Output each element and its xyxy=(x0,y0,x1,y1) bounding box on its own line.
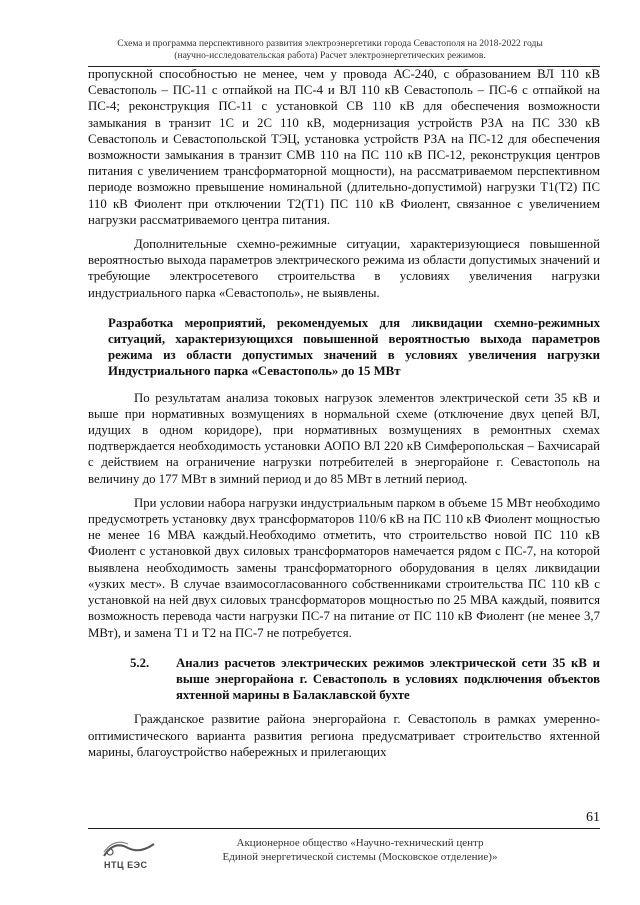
running-footer xyxy=(170,836,550,864)
footer-line-2: Единой энергетической системы (Московское отделение)» xyxy=(222,851,498,863)
paragraph: По результатам анализа токовых нагрузок элементов электрической сети 35 кВ и выше при нормативных возмущениях в нормальной схеме (отключение двух цепей ВЛ, идущих в одном коридоре), при нормативных возмущениях в ремонтных схемах подтверждается необходимость установки АОПО ВЛ 220 кВ Симферопольская – Бахчисарай с действием на ограничение нагрузки потребителей в энергорайоне г. Севастополь на величину до 177 МВт в зимний период и до 85 МВт в летний период. xyxy=(88,390,600,486)
paragraph: Дополнительные схемно-режимные ситуации, характеризующиеся повышенной вероятностью выхода параметров электрического режима из области допустимых значений и требующие электросетевого строительства в условиях увеличения нагрузки индустриального парка «Севастополь», не выявлены. xyxy=(88,237,600,300)
footer-rule xyxy=(88,828,600,829)
subsection-heading xyxy=(88,655,600,704)
logo-icon xyxy=(100,838,158,878)
paragraph: Гражданское развитие района энергорайона г. Севастополь в рамках умеренно-оптимистического варианта развития региона предусматривает строительство яхтенной марины, благоустройство набережных и прилегающих xyxy=(88,712,600,759)
section-heading: Разработка мероприятий, рекомендуемых для ликвидации схемно-режимных ситуаций, характеризующихся повышенной вероятностью выхода параметров режима из области допустимых значений в условиях увеличения нагрузки Индустриального парка «Севастополь» до 15 МВт xyxy=(108,315,600,379)
footer-line-1: Акционерное общество «Научно-технический центр xyxy=(236,837,484,849)
running-header xyxy=(60,38,600,62)
header-line-2: (научно-исследовательская работа) Расчет электроэнергетических режимов. xyxy=(174,50,486,61)
subsection-number: 5.2. xyxy=(130,655,150,670)
company-logo xyxy=(100,838,158,878)
header-line-1: Схема и программа перспективного развития электроэнергетики города Севастополя на 2018-2022 годы xyxy=(117,38,543,49)
subsection-title: Анализ расчетов электрических режимов электрической сети 35 кВ и выше энергорайона г. Севастополь в условиях подключения объектов яхтенной марины в Балаклавской бухте xyxy=(176,655,600,703)
paragraph-continuation: пропускной способностью не менее, чем у провода АС-240, с образованием ВЛ 110 кВ Севастополь – ПС-11 с отпайкой на ПС-4 и ВЛ 110 кВ Севастополь – ПС-6 с отпайкой на ПС-4; реконструкция ПС-11 с установкой СВ 110 кВ для обеспечения возможности замыкания в транзит 1С и 2С 110 кВ, модернизация устройств РЗА на ПС 330 кВ Севастополь и Севастопольской ТЭЦ, установка устройств РЗА на ПС-12 для обеспечения возможности замыкания в транзит СМВ 110 на ПС 110 кВ ПС-12, реконструкция центров питания с увеличением трансформаторной мощности), на рассматриваемом перспективном периоде возможно превышение номинальной (длительно-допустимой) нагрузки Т1(Т2) ПС 110 кВ Фиолент при отключении Т2(Т1) ПС 110 кВ Фиолент, связанное с увеличением нагрузки рассматриваемого центра питания. xyxy=(88,67,600,227)
paragraph: При условии набора нагрузки индустриальным парком в объеме 15 МВт необходимо предусмотреть установку двух трансформаторов 110/6 кВ на ПС 110 кВ Фиолент мощностью не менее 16 МВА каждый.Необходимо отметить, что строительство новой ПС 110 кВ Фиолент с установкой двух силовых трансформаторов намечается рядом с ПС-7, на которой выявлена необходимость замены трансформаторного оборудования в целях ликвидации «узких мест». В случае взаимосогласованного собственниками строительства ПС 110 кВ с установкой на ней двух силовых трансформаторов мощностью по 25 МВА каждый, появится возможность перевода части нагрузки ПС-7 на питание от ПС 110 кВ Фиолент (не менее 3,7 МВт), и замена Т1 и Т2 на ПС-7 не потребуется. xyxy=(88,495,600,640)
document-body xyxy=(88,66,600,760)
page-number: 61 xyxy=(586,810,600,825)
logo-text: НТЦ ЕЭС xyxy=(104,860,148,870)
